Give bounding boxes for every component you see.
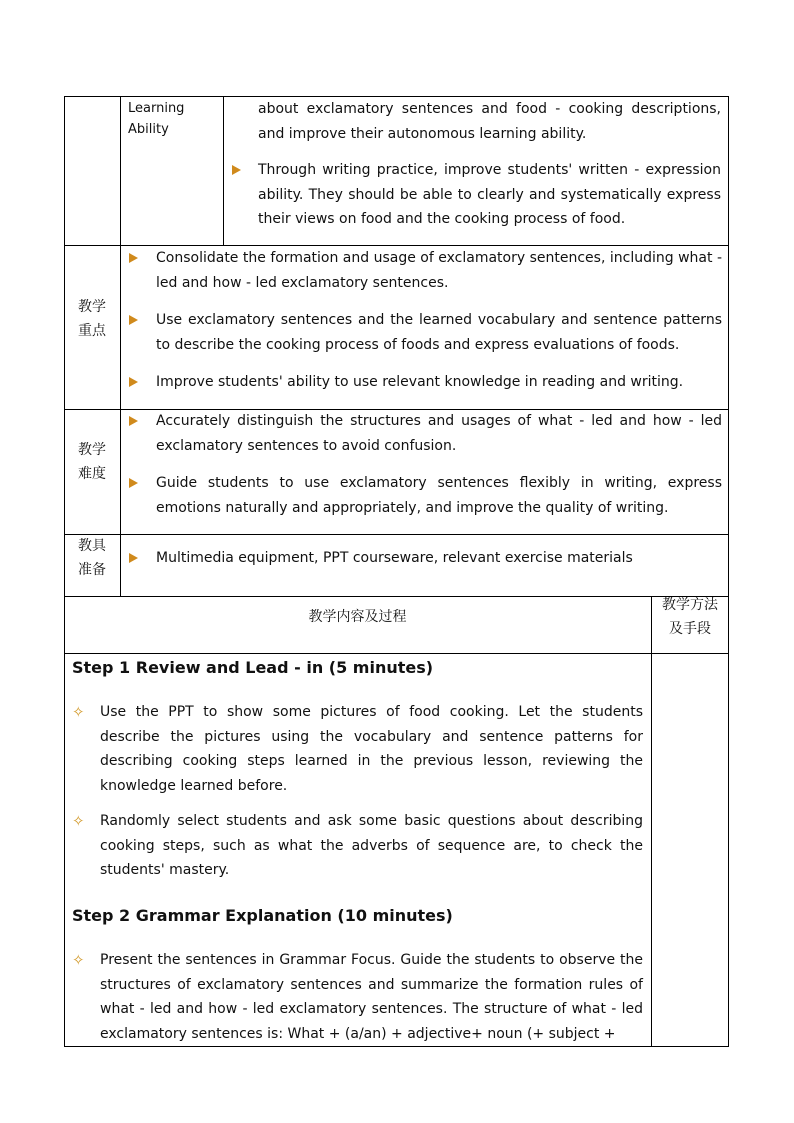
bullet-star-icon: ✧ — [72, 951, 85, 969]
table-border-right — [728, 96, 729, 1047]
step-title: Step 2 Grammar Explanation (10 minutes) — [72, 906, 453, 925]
difficulty-item: Guide students to use exclamatory sentences flexibly in writing, express emotions naturally and appropriately, and improve the quality of writing. — [156, 475, 722, 516]
tools-label: 教具 准备 — [78, 538, 106, 578]
bullet-arrow-icon — [232, 165, 241, 175]
table-line — [223, 96, 224, 245]
key-point-item: Consolidate the formation and usage of exclamatory sentences, including what - led and how - led exclamatory sentences. — [156, 250, 722, 291]
table-line — [651, 596, 652, 1047]
step-item: Use the PPT to show some pictures of food cooking. Let the students describe the pictures using the vocabulary and sentence patterns for describing cooking steps learned in the previous lesson, reviewing the knowledge learned before. — [100, 704, 643, 794]
bullet-arrow-icon — [129, 478, 138, 488]
key-point-item: Improve students' ability to use relevant knowledge in reading and writing. — [156, 374, 684, 390]
step-title: Step 1 Review and Lead - in (5 minutes) — [72, 658, 434, 677]
learning-ability-continued-text: about exclamatory sentences and food - cooking descriptions, and improve their autonomous learning ability. — [258, 101, 721, 142]
bullet-star-icon: ✧ — [72, 812, 85, 830]
bullet-arrow-icon — [129, 253, 138, 263]
difficulties-label: 教学 难度 — [78, 442, 106, 482]
content-header: 教学内容及过程 — [308, 609, 407, 625]
table-line — [120, 96, 121, 596]
difficulty-item: Accurately distinguish the structures and usages of what - led and how - led exclamatory sentences to avoid confusion. — [156, 413, 722, 454]
bullet-arrow-icon — [129, 377, 138, 387]
learning-ability-bullet: Through writing practice, improve students' written - expression ability. They should be able to clearly and systematically express their views on food and the cooking process of food. — [258, 162, 721, 227]
table-line — [64, 534, 729, 535]
table-line — [64, 596, 729, 597]
method-header: 教学方法 及手段 — [662, 597, 718, 637]
bullet-arrow-icon — [129, 416, 138, 426]
bullet-star-icon: ✧ — [72, 703, 85, 721]
learning-ability-label: Learning Ability — [128, 101, 185, 137]
bullet-arrow-icon — [129, 315, 138, 325]
step-item: Randomly select students and ask some basic questions about describing cooking steps, such as what the adverbs of sequence are, to check the students' mastery. — [100, 813, 643, 878]
step-item: Present the sentences in Grammar Focus. Guide the students to observe the structures of exclamatory sentences and summarize the formation rules of what - led and how - led exclamatory sentences. The structure of what - led exclamatory sentences is: What + (a/an) + adjective+ noun (+ subject + — [100, 952, 643, 1042]
table-line — [64, 653, 729, 654]
key-point-item: Use exclamatory sentences and the learned vocabulary and sentence patterns to describe the cooking process of foods and express evaluations of foods. — [156, 312, 722, 353]
key-points-label: 教学 重点 — [78, 299, 106, 339]
bullet-arrow-icon — [129, 553, 138, 563]
table-line — [64, 1046, 729, 1047]
tools-item: Multimedia equipment, PPT courseware, relevant exercise materials — [156, 550, 633, 566]
